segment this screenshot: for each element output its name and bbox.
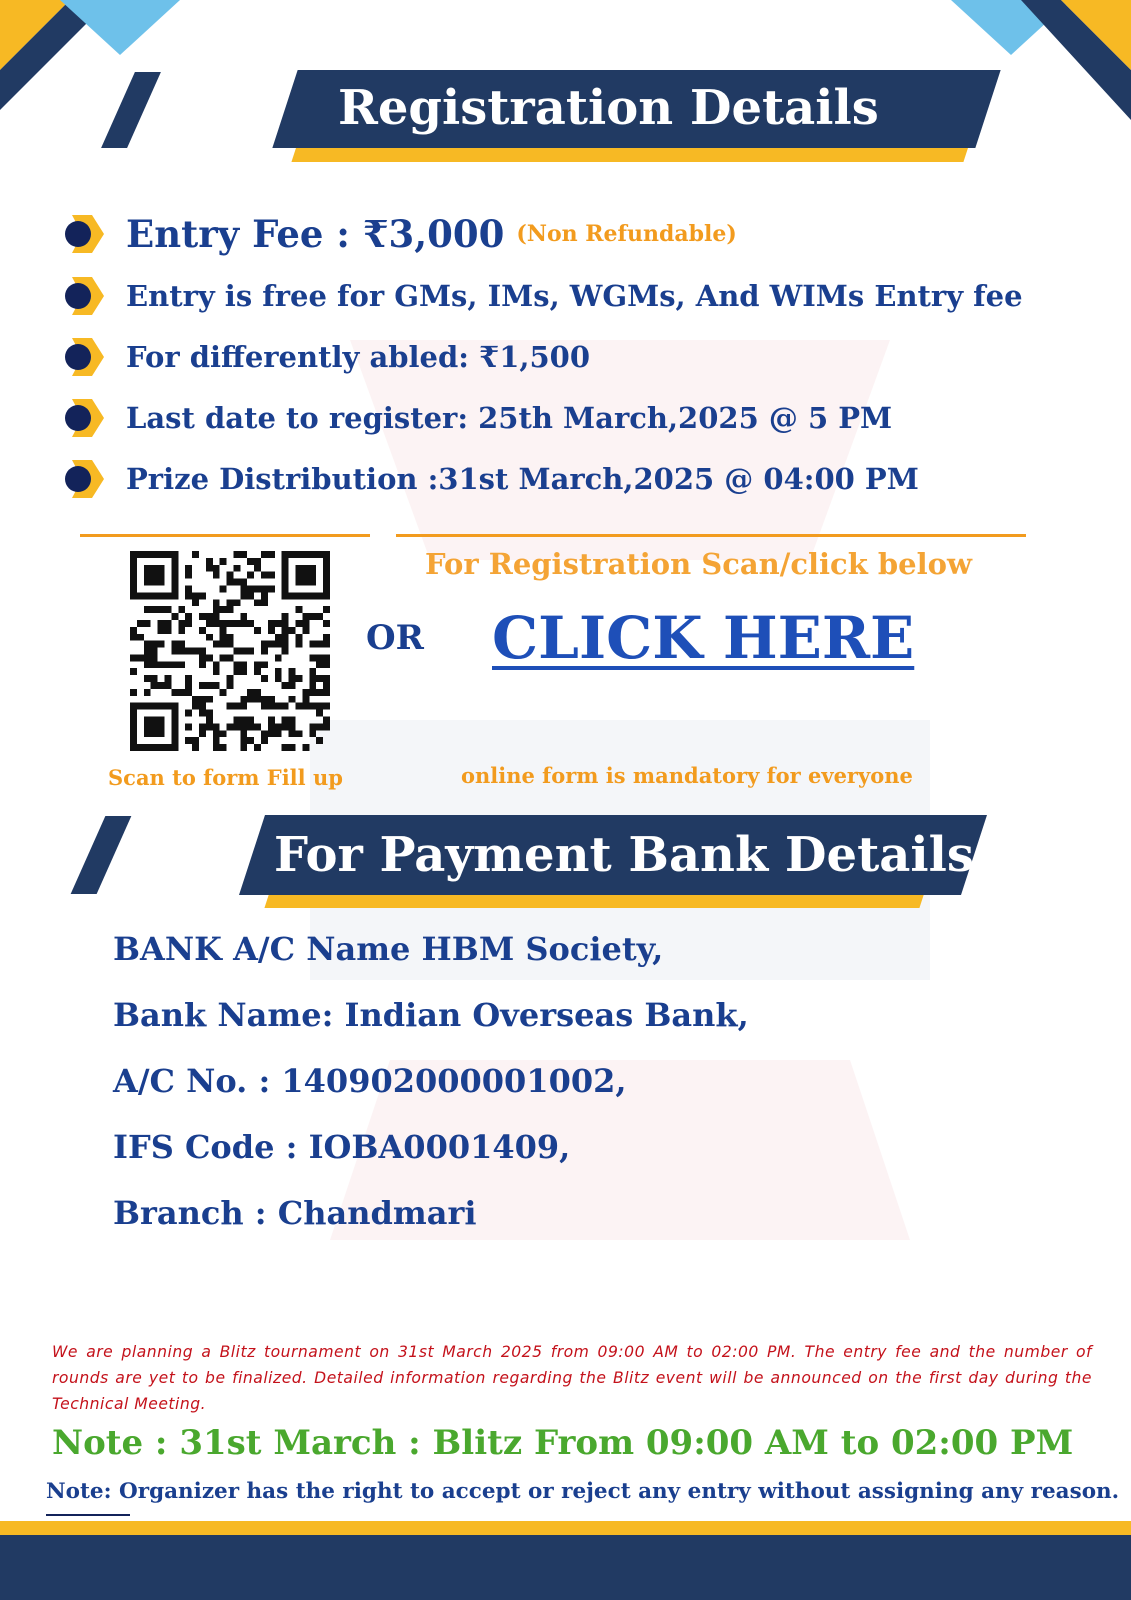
bullet-icon: [62, 336, 104, 378]
mandatory-note: online form is mandatory for everyone: [461, 763, 913, 788]
bank-account-number: A/C No. : 140902000001002,: [113, 1062, 627, 1100]
blitz-paragraph: We are planning a Blitz tournament on 31st March 2025 from 09:00 AM to 02:00 PM. The entry fee and the number of rounds are yet to be finalized. Detailed information regarding the Blitz event will be announced on the first day during the Technical Meeting.: [52, 1343, 1092, 1413]
list-item: [62, 458, 919, 500]
or-label: OR: [366, 618, 424, 658]
list-item-text: Entry is free for GMs, IMs, WGMs, And WIMs Entry fee: [126, 279, 1023, 313]
click-here-link[interactable]: CLICK HERE: [492, 604, 915, 672]
footer-accent-bar: [0, 1521, 1131, 1535]
organizer-note: Note: Organizer has the right to accept or reject any entry without assigning any reason.: [46, 1479, 1120, 1504]
entry-fee-label: Entry Fee : ₹3,000: [126, 212, 505, 256]
entry-fee-note: (Non Refundable): [516, 221, 737, 247]
bullet-icon: [62, 275, 104, 317]
qr-caption: Scan to form Fill up: [108, 765, 343, 790]
note-underline: [46, 1514, 130, 1516]
list-item: [62, 275, 1023, 317]
list-item-text: For differently abled: ₹1,500: [126, 340, 591, 374]
scan-heading: For Registration Scan/click below: [425, 547, 972, 581]
bank-branch: Branch : Chandmari: [113, 1194, 477, 1232]
bank-name: Bank Name: Indian Overseas Bank,: [113, 996, 749, 1034]
page-title: Registration Details: [338, 80, 879, 136]
list-item-entry-fee: [62, 212, 737, 256]
list-item: [62, 336, 590, 378]
footer-bar: [0, 1535, 1131, 1600]
corner-decoration-top-left: [0, 0, 180, 130]
list-item-text: Prize Distribution :31st March,2025 @ 04:00 PM: [126, 462, 919, 496]
bullet-icon: [62, 213, 104, 255]
divider-left: [80, 534, 370, 537]
blitz-note: Note : 31st March : Blitz From 09:00 AM to 02:00 PM: [52, 1423, 1074, 1463]
bank-account-name: BANK A/C Name HBM Society,: [113, 930, 664, 968]
bullet-icon: [62, 458, 104, 500]
list-item: [62, 397, 892, 439]
payment-header-slash: [71, 816, 132, 894]
list-item-text: Last date to register: 25th March,2025 @ 5 PM: [126, 401, 893, 435]
bullet-icon: [62, 397, 104, 439]
payment-title: For Payment Bank Details: [274, 827, 974, 883]
bank-ifs-code: IFS Code : IOBA0001409,: [113, 1128, 571, 1166]
qr-code[interactable]: [130, 551, 330, 755]
divider-right: [396, 534, 1026, 537]
